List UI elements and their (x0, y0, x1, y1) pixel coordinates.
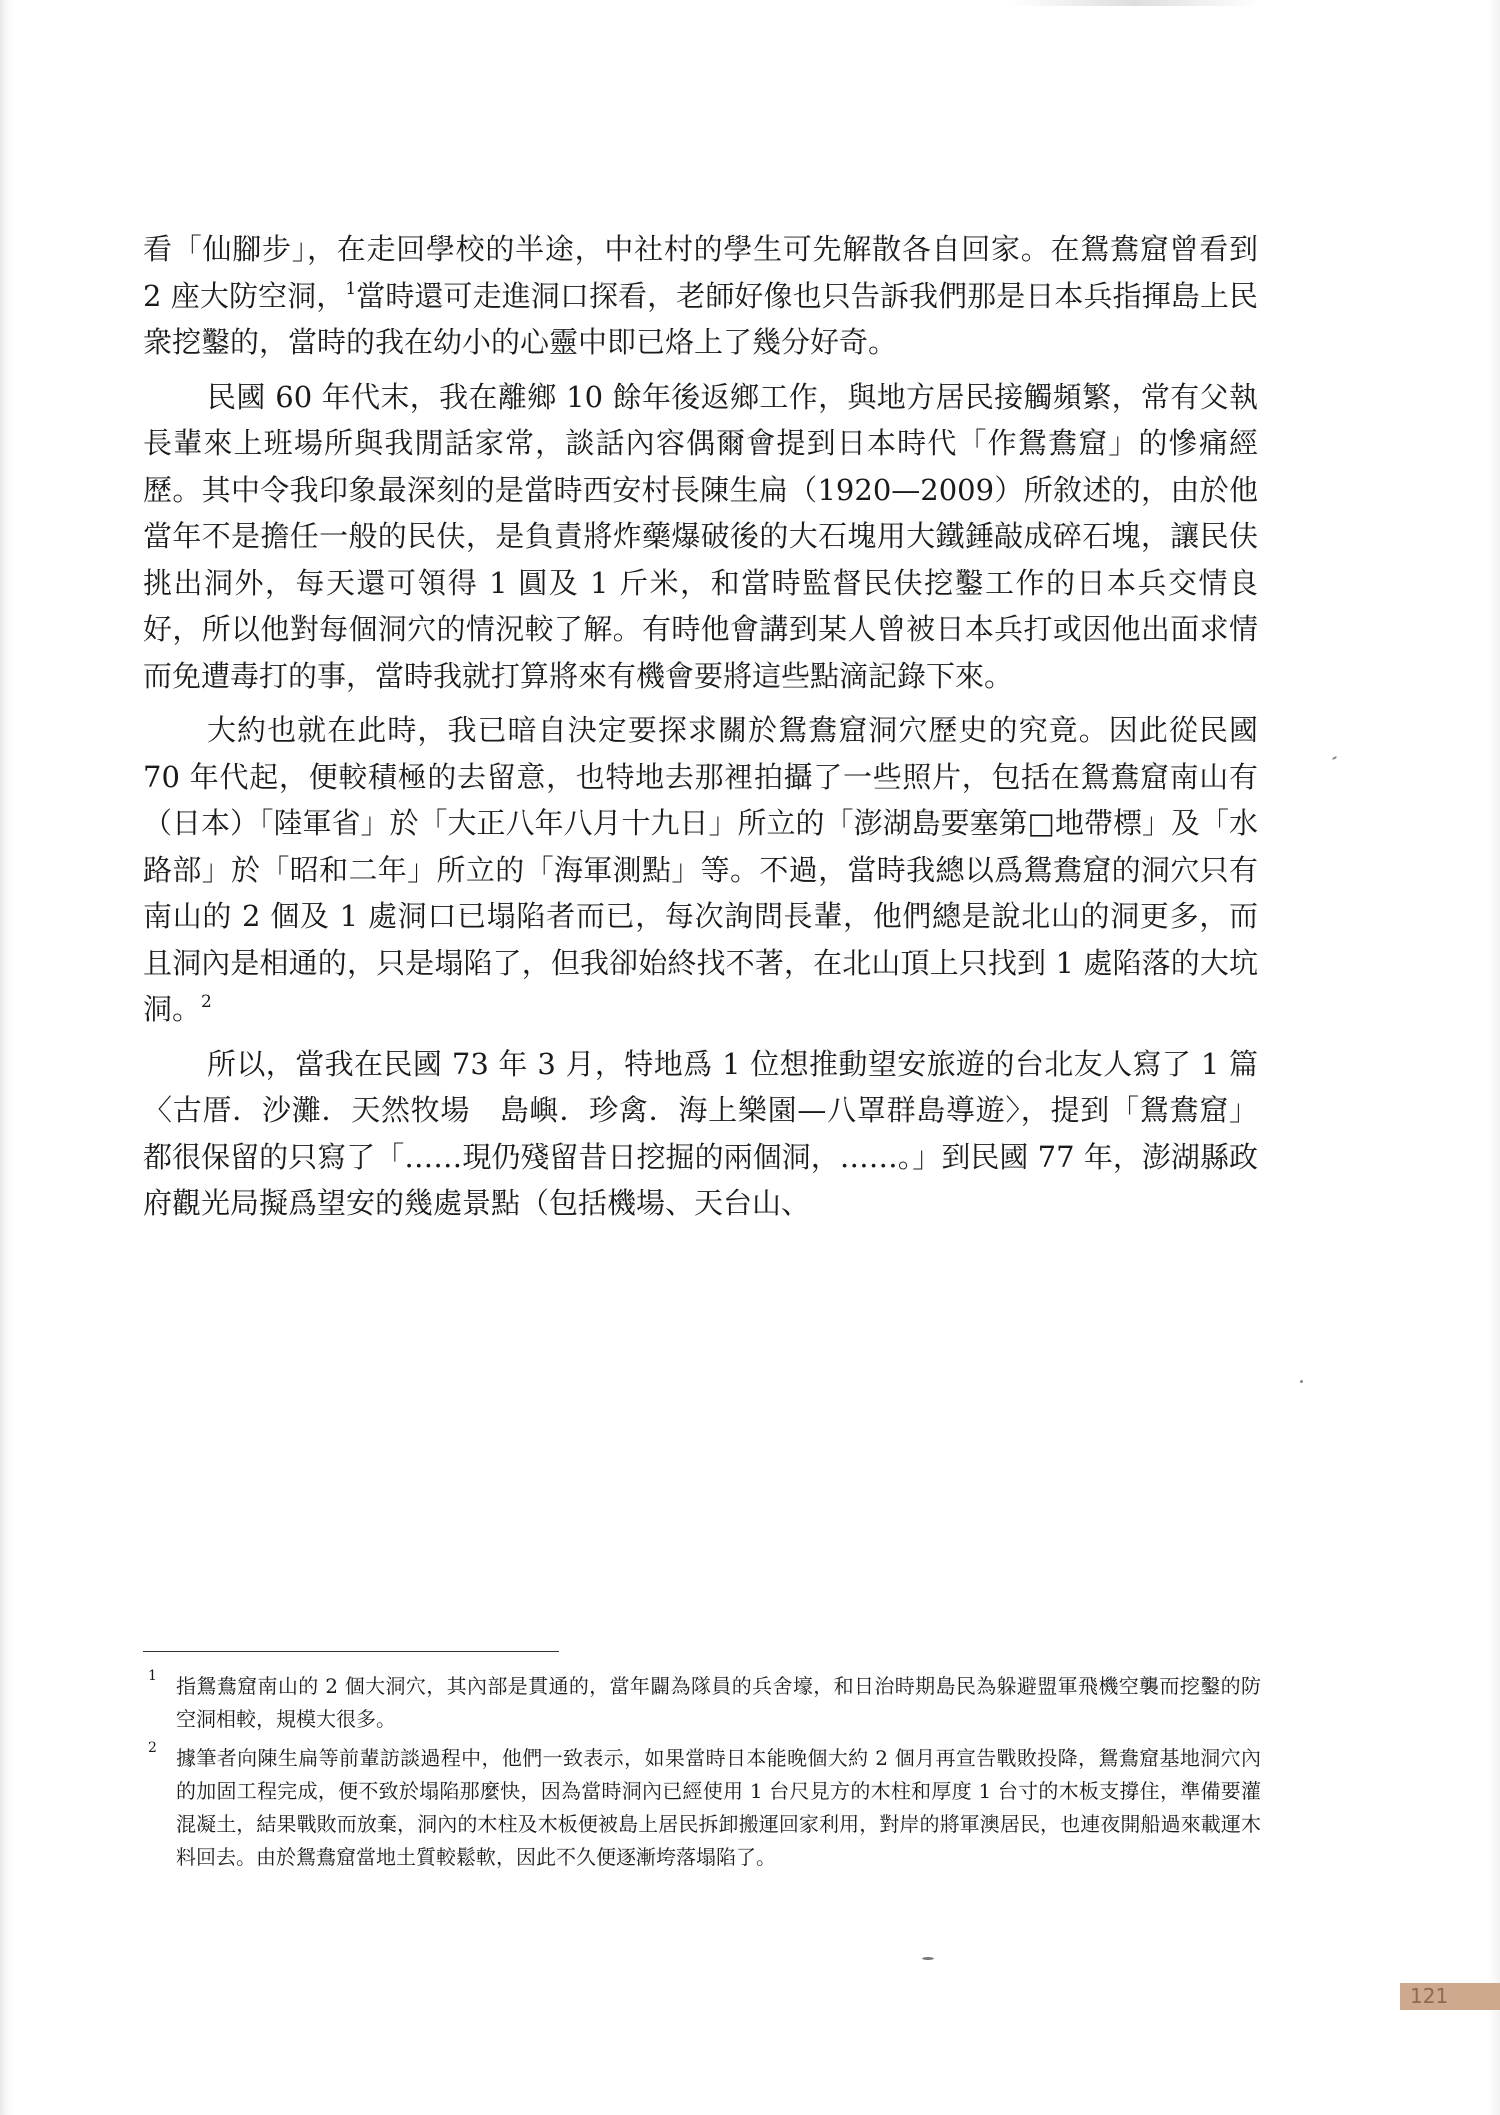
scan-smudge (1010, 0, 1260, 6)
footnote-2-text: 據筆者向陳生扁等前輩訪談過程中，他們一致表示，如果當時日本能晚個大約 2 個月再宣告戰敗投降，鴛鴦窟基地洞穴內的加固工程完成，便不致於塌陷那麼快，因為當時洞內已經使用 1 台尺見方的木柱和厚度 1 台寸的木板支撐住，準備要灌混凝土，結果戰敗而放棄，洞內的木柱及木板便被島上居民拆卸搬運回家利用，對岸的將軍澳居民，也連夜開船過來載運木料回去。由於鴛鴦窟當地土質較鬆軟，因此不久便逐漸垮落塌陷了。 (176, 1746, 1261, 1869)
footnote-divider (143, 1651, 559, 1652)
scan-speck (922, 1957, 934, 1960)
footnote-1-text: 指鴛鴦窟南山的 2 個大洞穴，其內部是貫通的，當年闢為隊員的兵舍壕，和日治時期島民為躲避盟軍飛機空襲而挖鑿的防空洞相較，規模大很多。 (176, 1674, 1261, 1731)
footnote-ref-2[interactable]: 2 (201, 992, 212, 1012)
paragraph-3-text: 大約也就在此時，我已暗自決定要探求關於鴛鴦窟洞穴歷史的究竟。因此從民國 70 年代起，便較積極的去留意，也特地去那裡拍攝了一些照片，包括在鴛鴦窟南山有（日本）「陸軍省」於「大正八年八月十九日」所立的「澎湖島要塞第□地帶標」及「水路部」於「昭和二年」所立的「海軍測點」等。不過，當時我總以爲鴛鴦窟的洞穴只有南山的 2 個及 1 處洞口已塌陷者而已，每次詢問長輩，他們總是說北山的洞更多，而且洞內是相通的，只是塌陷了，但我卻始終找不著，在北山頂上只找到 1 處陷落的大坑洞。 (143, 713, 1258, 1026)
paragraph-4-text: 所以，當我在民國 73 年 3 月，特地爲 1 位想推動望安旅遊的台北友人寫了 1 篇〈古厝．沙灘．天然牧場 島嶼．珍禽．海上樂園—八罩群島導遊〉，提到「鴛鴦窟」都很保留的只寫了「……現仍殘留昔日挖掘的兩個洞，……。」到民國 77 年，澎湖縣政府觀光局擬爲望安的幾處景點（包括機場、天台山、 (143, 1046, 1258, 1220)
paragraph-2-text: 民國 60 年代末，我在離鄉 10 餘年後返鄉工作，與地方居民接觸頻繁，常有父執長輩來上班場所與我閒話家常，談話內容偶爾會提到日本時代「作鴛鴦窟」的慘痛經歷。其中令我印象最深刻的是當時西安村長陳生扁（1920—2009）所敘述的，由於他當年不是擔任一般的民伕，是負責將炸藥爆破後的大石塊用大鐵錘敲成碎石塊，讓民伕挑出洞外，每天還可領得 1 圓及 1 斤米，和當時監督民伕挖鑿工作的日本兵交情良好，所以他對每個洞穴的情況較了解。有時他會講到某人曾被日本兵打或因他出面求情而免遭毒打的事，當時我就打算將來有機會要將這些點滴記錄下來。 (143, 379, 1258, 693)
body-text (143, 226, 1258, 1227)
footnote-2 (143, 1742, 1261, 1874)
page-number: 121 (1400, 1983, 1500, 2010)
footnote-1-number: 1 (148, 1668, 157, 1684)
footnote-ref-1[interactable]: 1 (345, 278, 357, 299)
paragraph-1 (143, 226, 1258, 366)
paragraph-4 (143, 1041, 1258, 1227)
scan-speck (1300, 1380, 1303, 1383)
paragraph-3 (143, 707, 1258, 1033)
paragraph-1-text-a: 看「仙腳步」，在走回學校的半途，中社村的學生可先解散各自回家。在鴛鴦窟曾看到 2 座大防空洞， (143, 232, 1258, 313)
footnote-1 (143, 1670, 1261, 1736)
paragraph-2 (143, 374, 1258, 700)
paragraph-1-text-b: 當時還可走進洞口探看，老師好像也只告訴我們那是日本兵指揮島上民衆挖鑿的，當時的我在幼小的心靈中即已烙上了幾分好奇。 (143, 278, 1258, 359)
footnote-2-number: 2 (148, 1740, 157, 1756)
footnotes (143, 1670, 1261, 1880)
